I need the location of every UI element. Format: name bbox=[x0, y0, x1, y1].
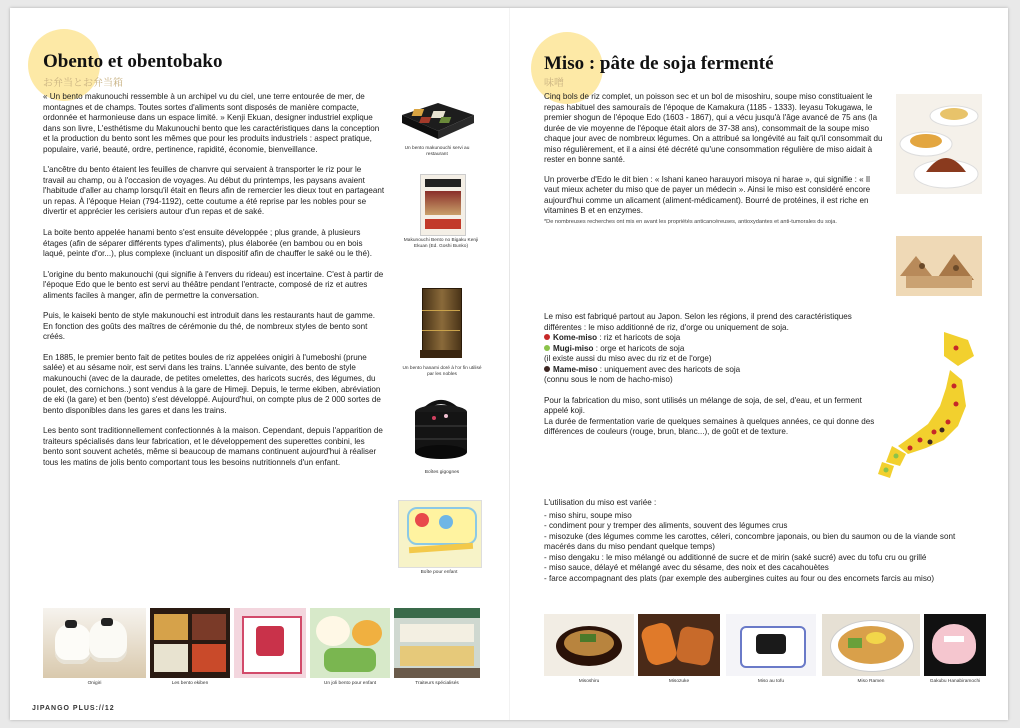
use-item: - misozuke (des légumes comme les carottes, céleri, concombre japonais, ou bien du saumon ou de la viande sont macérés dans du miso pendant quelque temps) bbox=[544, 531, 956, 552]
japan-map bbox=[870, 326, 990, 486]
kids-bento-photo bbox=[398, 500, 482, 568]
page-gutter bbox=[509, 8, 510, 720]
kome-desc: : riz et haricots de soja bbox=[597, 333, 681, 343]
ekiben-photo bbox=[150, 608, 230, 678]
left-page-kanji-subtitle: お弁当とお弁当箱 bbox=[43, 78, 123, 89]
photo-caption: Misozuke bbox=[668, 679, 690, 684]
photo-caption: Miso au tofu bbox=[757, 679, 785, 684]
mame-desc: : uniquement avec des haricots de soja bbox=[597, 364, 741, 374]
photo-caption: Boîtes gigognes bbox=[424, 470, 460, 475]
miso-ramen-photo bbox=[822, 614, 920, 676]
paragraph: Les bento sont traditionnellement confectionnés à la maison. Cependant, depuis l'apparition de traiteurs spécialisés dans leur fabrication, et le développement des superettes conbini, les bento sont souvent achetés, même si beaucoup de mamans continuent aujourd'hui à réaliser tous les matins de jolis bento comportant tous les besoins nutritionnels d'un enfant. bbox=[43, 426, 383, 467]
left-article-text bbox=[43, 92, 385, 478]
photo-caption: Makunouchi Bento no Bigaku Kenji Ekuan (Ed. Goshi Bunko) bbox=[403, 238, 479, 249]
mame-color-dot bbox=[544, 366, 550, 372]
photo-caption: Misoshiru bbox=[578, 679, 600, 684]
mame-name: Mame-miso bbox=[553, 364, 598, 374]
photo-caption: Miso Ramen bbox=[857, 679, 885, 684]
photo-caption: Gakubu Hanabiramochi bbox=[929, 679, 981, 684]
hanami-bento-photo bbox=[420, 286, 462, 360]
paragraph: « Un bento makunouchi ressemble à un archipel vu du ciel, une terre entourée de mer, de montagnes et de champs. Toutes sortes d'aliments sont disposés de manière compacte, ordonnée et harmonieuse dans un espace limité. » Kenji Ekuan, designer industriel explique dans son livre, L'esthétisme du Makunouchi bento que les caractéristiques dans la conception et la production du bento sont les mêmes que pour les produits industriels : aspect pratique, populaire, varié, beauté, ordre, pertinence, rapidité, économie, bienveillance. bbox=[43, 92, 380, 154]
bento-makunouchi-photo bbox=[396, 93, 478, 145]
paragraph: La boite bento appelée hanami bento s'est ensuite développée ; plus grande, à plusieurs étages (afin de séparer différents types d'aliments), plus élaborée (en bambou ou en bois laqué, peinte d'or...), plus complexe (incluant un dispositif afin de chauffer le saké ou le thé). bbox=[43, 228, 372, 259]
paragraph: Un proverbe d'Edo le dit bien : « Ishani kaneo harauyori misoya ni harae », qui signifie : « Il vaut mieux acheter du miso que de payer un médecin ». Ainsi le miso est considéré encore aujourd'hui comme un alicament (aliment-médicament). Bourré de protéines, il est riche en vitamines B et en enzymes. bbox=[544, 174, 871, 216]
right-article-uses bbox=[544, 498, 984, 584]
caterers-shop-photo bbox=[394, 608, 480, 678]
photo-caption: Un bento makunouchi servi au restaurant bbox=[404, 146, 470, 157]
paragraph: Le miso est fabriqué partout au Japon. Selon les régions, il prend des caractéristiques différentes : le miso additionné de riz, d'orge ou uniquement de soja. bbox=[544, 312, 852, 332]
use-item: - miso shiru, soupe miso bbox=[544, 510, 632, 520]
paragraph: Puis, le kaiseki bento de style makunouchi est introduit dans les restaurants haut de gamme. En fonction des goûts des maîtres de cérémonie du thé, de nombreux styles de bento sont créés. bbox=[43, 311, 376, 342]
edo-illustration bbox=[896, 236, 982, 296]
right-page-kanji-subtitle: 味噌 bbox=[544, 78, 564, 89]
use-item: - miso sauce, délayé et mélangé avec du sésame, des noix et des cacahouètes bbox=[544, 563, 829, 573]
right-article-text-middle bbox=[544, 312, 880, 447]
photo-caption: Traiteurs spécialisés bbox=[415, 681, 459, 686]
ekiben-package-photo bbox=[234, 608, 306, 678]
mugi-color-dot bbox=[544, 345, 550, 351]
right-page-title: Miso : pâte de soja fermenté bbox=[544, 53, 774, 74]
use-item: - condiment pour y tremper des aliments, souvent des légumes crus bbox=[544, 521, 788, 531]
miso-tofu-photo bbox=[726, 614, 816, 676]
photo-caption: Un bento hanami doré à l'or fin utilisé par les nobles bbox=[402, 366, 482, 377]
hanabiramochi-photo bbox=[924, 614, 986, 676]
nested-boxes-photo bbox=[408, 394, 474, 464]
mugi-extra: (il existe aussi du miso avec du riz et de l'orge) bbox=[544, 354, 712, 364]
photo-caption: Les bento ekiben bbox=[171, 681, 209, 686]
uses-intro: L'utilisation du miso est variée : bbox=[544, 498, 657, 507]
misozuke-photo bbox=[638, 614, 720, 676]
misoshiru-photo bbox=[544, 614, 634, 676]
mame-extra: (connu sous le nom de hacho-miso) bbox=[544, 375, 673, 385]
paragraph: Cinq bols de riz complet, un poisson sec et un bol de misoshiru, soupe miso constituaient le repas habituel des samouraïs de l'époque de Kamakura (1185 - 1333). Ieyasu Tokugawa, le premier shogun de l'époque Edo (1603 - 1867), qui a vécu jusqu'à l'âge avancé de 75 ans (la durée de vie moyenne de l'époque était alors de 37-38 ans), consommait de la soupe miso chaque jour avec de nombreux légumes. On a attribué sa longévité au fait qu'il consommait du miso régulièrement, et il a ainsi été décrété qu'une consommation régulière de miso aidait à rester en bonne santé. bbox=[544, 92, 883, 165]
onigiri-photo bbox=[43, 608, 146, 678]
miso-type-mame bbox=[544, 365, 880, 376]
miso-type-kome bbox=[544, 333, 880, 344]
kids-bento-photo-2 bbox=[310, 608, 390, 678]
use-item: - farce accompagnant des plats (par exemple des aubergines cuites au four ou des encornets farcis au miso) bbox=[544, 573, 935, 583]
kome-name: Kome-miso bbox=[553, 333, 598, 343]
left-page-title: Obento et obentobako bbox=[43, 51, 223, 72]
miso-type-mugi bbox=[544, 344, 880, 355]
miso-bowls-photo bbox=[896, 94, 982, 194]
photo-caption: Boîte pour enfant bbox=[420, 570, 458, 575]
photo-caption: Un joli bento pour enfant bbox=[323, 681, 377, 686]
paragraph: L'ancêtre du bento étaient les feuilles de chanvre qui servaient à transporter le riz pour le travail au champ, ou à l'occasion de voyages. Au début du printemps, les paysans avaient l'habitude d'aller au champ lorsqu'il était en fleurs afin de remercier les dieux tout en partageant un repas. À l'époque Heian (794-1192), cette coutume a été reprise par les nobles pour se divertir et apprécier les cerisiers autour d'un repas et de saké. bbox=[43, 165, 385, 217]
mugi-desc: : orge et haricots de soja bbox=[593, 343, 685, 353]
paragraph: En 1885, le premier bento fait de petites boules de riz appelées onigiri à l'umeboshi (prune salée) et au sésame noir, est servi dans les trains. L'année suivante, des bento de style makunouchi (avec de la daurade, de petites omelettes, des haricots sucrés, des légumes, du poulet, des cornichons..) sont vendus à la gare de Himeji. Depuis, le terme ekiben, abréviation de eki (la gare) et ben (bento) s'est développé. Aujourd'hui, on compte plus de 2 000 sortes de bento disponibles dans les gares et dans les trains. bbox=[43, 352, 381, 415]
photo-caption: Onigiri bbox=[87, 681, 102, 686]
paragraph: La durée de fermentation varie de quelques semaines à quelques années, ce qui donne des différences de couleurs (rouge, brun, blanc...), de goût et de texture. bbox=[544, 416, 875, 437]
mugi-name: Mugi-miso bbox=[553, 343, 594, 353]
footnote: *De nombreuses recherches ont mis en avant les propriétés anticancéreuses, antioxydantes et anti-tumorales du soja. bbox=[544, 219, 837, 226]
page-footer: JIPANGO PLUS://12 bbox=[32, 705, 115, 712]
kome-color-dot bbox=[544, 334, 550, 340]
paragraph: Pour la fabrication du miso, sont utilisés un mélange de soja, de sel, d'eau, et un ferment appelé koji. bbox=[544, 395, 862, 416]
paragraph: L'origine du bento makunouchi (qui signifie à l'envers du rideau) est incertaine. C'est à partir de l'époque Edo que le bento est servi au théâtre pendant l'entracte, composé de riz et autres aliments faciles à manger, afin de permettre la conversation. bbox=[43, 269, 384, 300]
right-article-text-top bbox=[544, 92, 886, 226]
use-item: - miso dengaku : le miso mélangé ou additionné de sucre et de mirin (saké sucré) avec du tofu cru ou grillé bbox=[544, 552, 927, 562]
magazine-spread bbox=[10, 8, 1008, 720]
book-cover-photo bbox=[420, 174, 466, 236]
